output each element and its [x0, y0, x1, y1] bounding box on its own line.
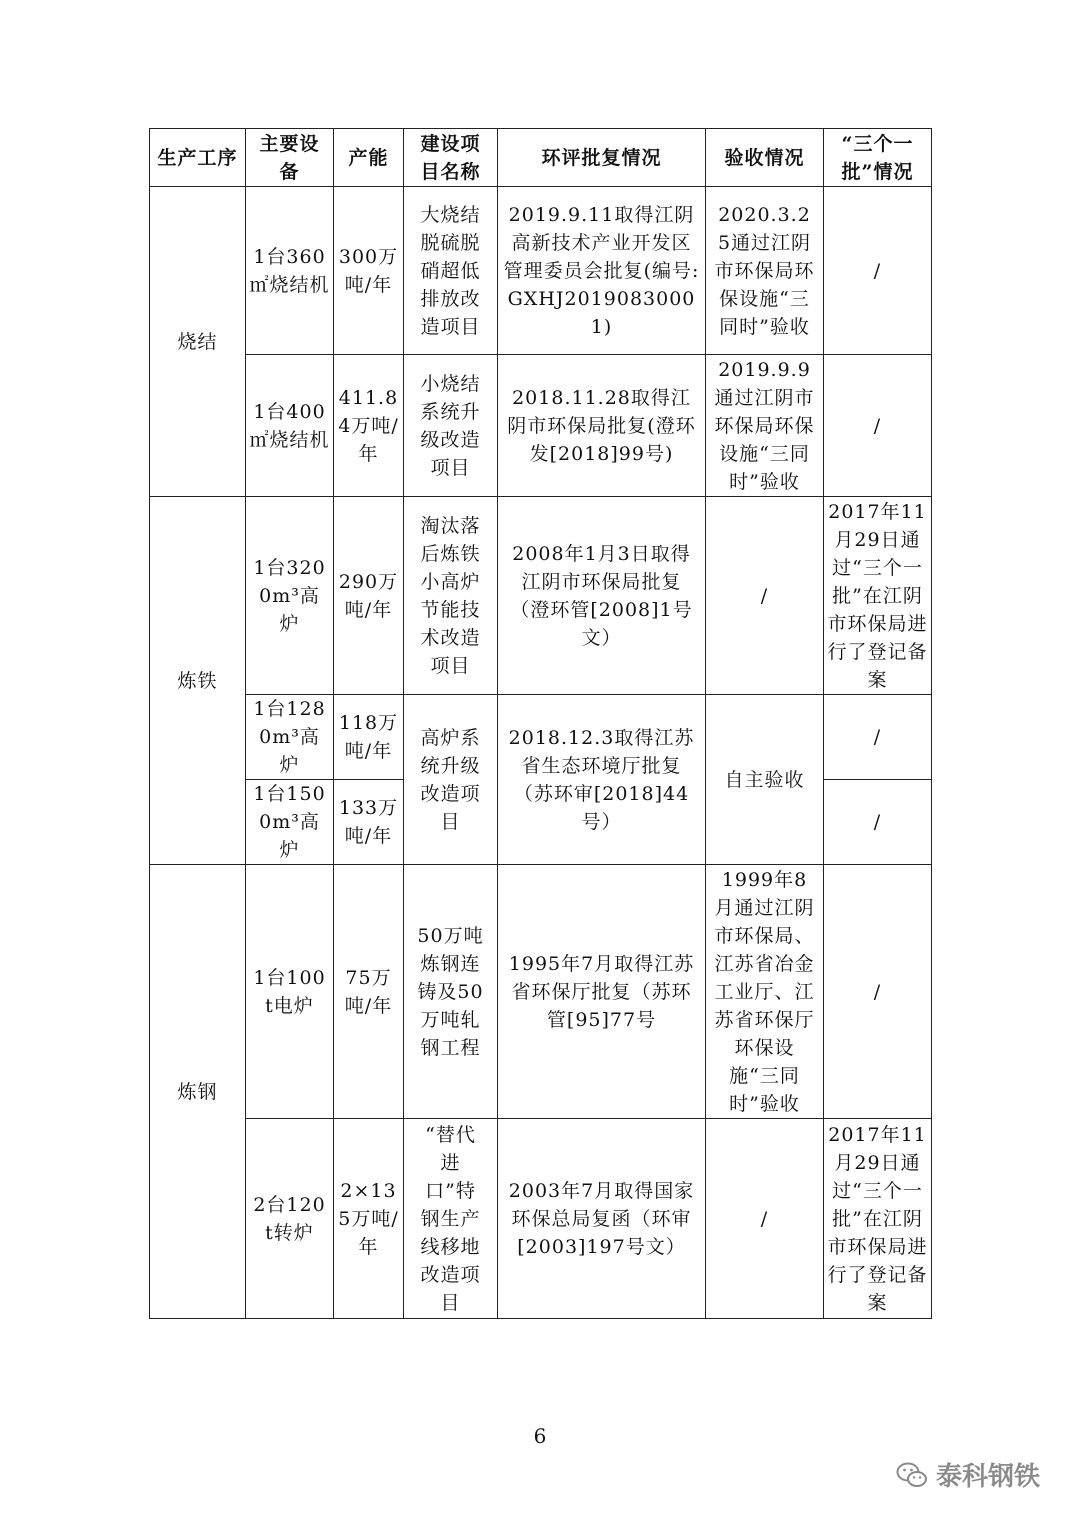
eia-cell: 2003年7月取得国家环保总局复函（环审[2003]197号文）	[498, 1119, 706, 1319]
three-batch-cell: /	[824, 695, 932, 780]
table-row	[150, 355, 932, 497]
three-batch-cell: /	[824, 187, 932, 355]
project-cell: “替代进口”特钢生产线移地改造项目	[404, 1119, 498, 1319]
acceptance-cell: 2019.9.9通过江阴市环保局环保设施“三同时”验收	[706, 355, 824, 497]
acceptance-cell: 自主验收	[706, 695, 824, 865]
header-capacity: 产能	[334, 129, 404, 187]
project-cell: 大烧结脱硫脱硝超低排放改造项目	[404, 187, 498, 355]
acceptance-cell: /	[706, 1119, 824, 1319]
three-batch-cell: /	[824, 865, 932, 1119]
eia-cell: 2018.12.3取得江苏省生态环境厅批复（苏环审[2018]44号）	[498, 695, 706, 865]
three-batch-cell: 2017年11月29日通过“三个一批”在江阴市环保局进行了登记备案	[824, 497, 932, 695]
header-acceptance: 验收情况	[706, 129, 824, 187]
capacity-cell: 2×135万吨/年	[334, 1119, 404, 1319]
table-row	[150, 695, 932, 780]
project-cell: 淘汰落后炼铁小高炉节能技术改造项目	[404, 497, 498, 695]
equipment-cell: 1台360㎡烧结机	[246, 187, 334, 355]
project-cell: 小烧结系统升级改造项目	[404, 355, 498, 497]
table-header-row	[150, 129, 932, 187]
eia-cell: 2018.11.28取得江阴市环保局批复(澄环发[2018]99号)	[498, 355, 706, 497]
table-row	[150, 187, 932, 355]
project-cell: 50万吨炼钢连铸及50万吨轧钢工程	[404, 865, 498, 1119]
acceptance-cell: 2020.3.25通过江阴市环保局环保设施“三同时”验收	[706, 187, 824, 355]
acceptance-cell: /	[706, 497, 824, 695]
equipment-cell: 1台3200m³高炉	[246, 497, 334, 695]
project-cell: 高炉系统升级改造项目	[404, 695, 498, 865]
table-row	[150, 497, 932, 695]
header-eia: 环评批复情况	[498, 129, 706, 187]
equipment-cell: 1台400㎡烧结机	[246, 355, 334, 497]
equipment-cell: 1台100t电炉	[246, 865, 334, 1119]
capacity-cell: 75万吨/年	[334, 865, 404, 1119]
equipment-cell: 2台120t转炉	[246, 1119, 334, 1319]
watermark-text: 泰科钢铁	[935, 1462, 1040, 1492]
acceptance-cell: 1999年8月通过江阴市环保局、江苏省冶金工业厅、江苏省环保厅环保设施“三同时”验收	[706, 865, 824, 1119]
watermark	[896, 1456, 1040, 1493]
capacity-cell: 300万吨/年	[334, 187, 404, 355]
process-iron: 炼铁	[150, 497, 246, 865]
capacity-cell: 411.84万吨/年	[334, 355, 404, 497]
table-row	[150, 1119, 932, 1319]
capacity-cell: 118万吨/年	[334, 695, 404, 780]
eia-cell: 1995年7月取得江苏省环保厅批复（苏环管[95]77号	[498, 865, 706, 1119]
equipment-cell: 1台1500m³高炉	[246, 780, 334, 865]
three-batch-cell: /	[824, 780, 932, 865]
three-batch-cell: 2017年11月29日通过“三个一批”在江阴市环保局进行了登记备案	[824, 1119, 932, 1319]
page-number: 6	[533, 1424, 547, 1448]
eia-cell: 2019.9.11取得江阴高新技术产业开发区管理委员会批复(编号:GXHJ20190830001)	[498, 187, 706, 355]
eia-cell: 2008年1月3日取得江阴市环保局批复（澄环管[2008]1号文）	[498, 497, 706, 695]
document-table	[149, 128, 932, 1319]
equipment-cell: 1台1280m³高炉	[246, 695, 334, 780]
header-process: 生产工序	[150, 129, 246, 187]
process-steel: 炼钢	[150, 865, 246, 1319]
header-equipment: 主要设备	[246, 129, 334, 187]
capacity-cell: 133万吨/年	[334, 780, 404, 865]
header-project: 建设项目名称	[404, 129, 498, 187]
three-batch-cell: /	[824, 355, 932, 497]
wechat-icon	[896, 1461, 928, 1489]
header-three: “三个一批”情况	[824, 129, 932, 187]
capacity-cell: 290万吨/年	[334, 497, 404, 695]
table-row	[150, 865, 932, 1119]
process-sinter: 烧结	[150, 187, 246, 497]
